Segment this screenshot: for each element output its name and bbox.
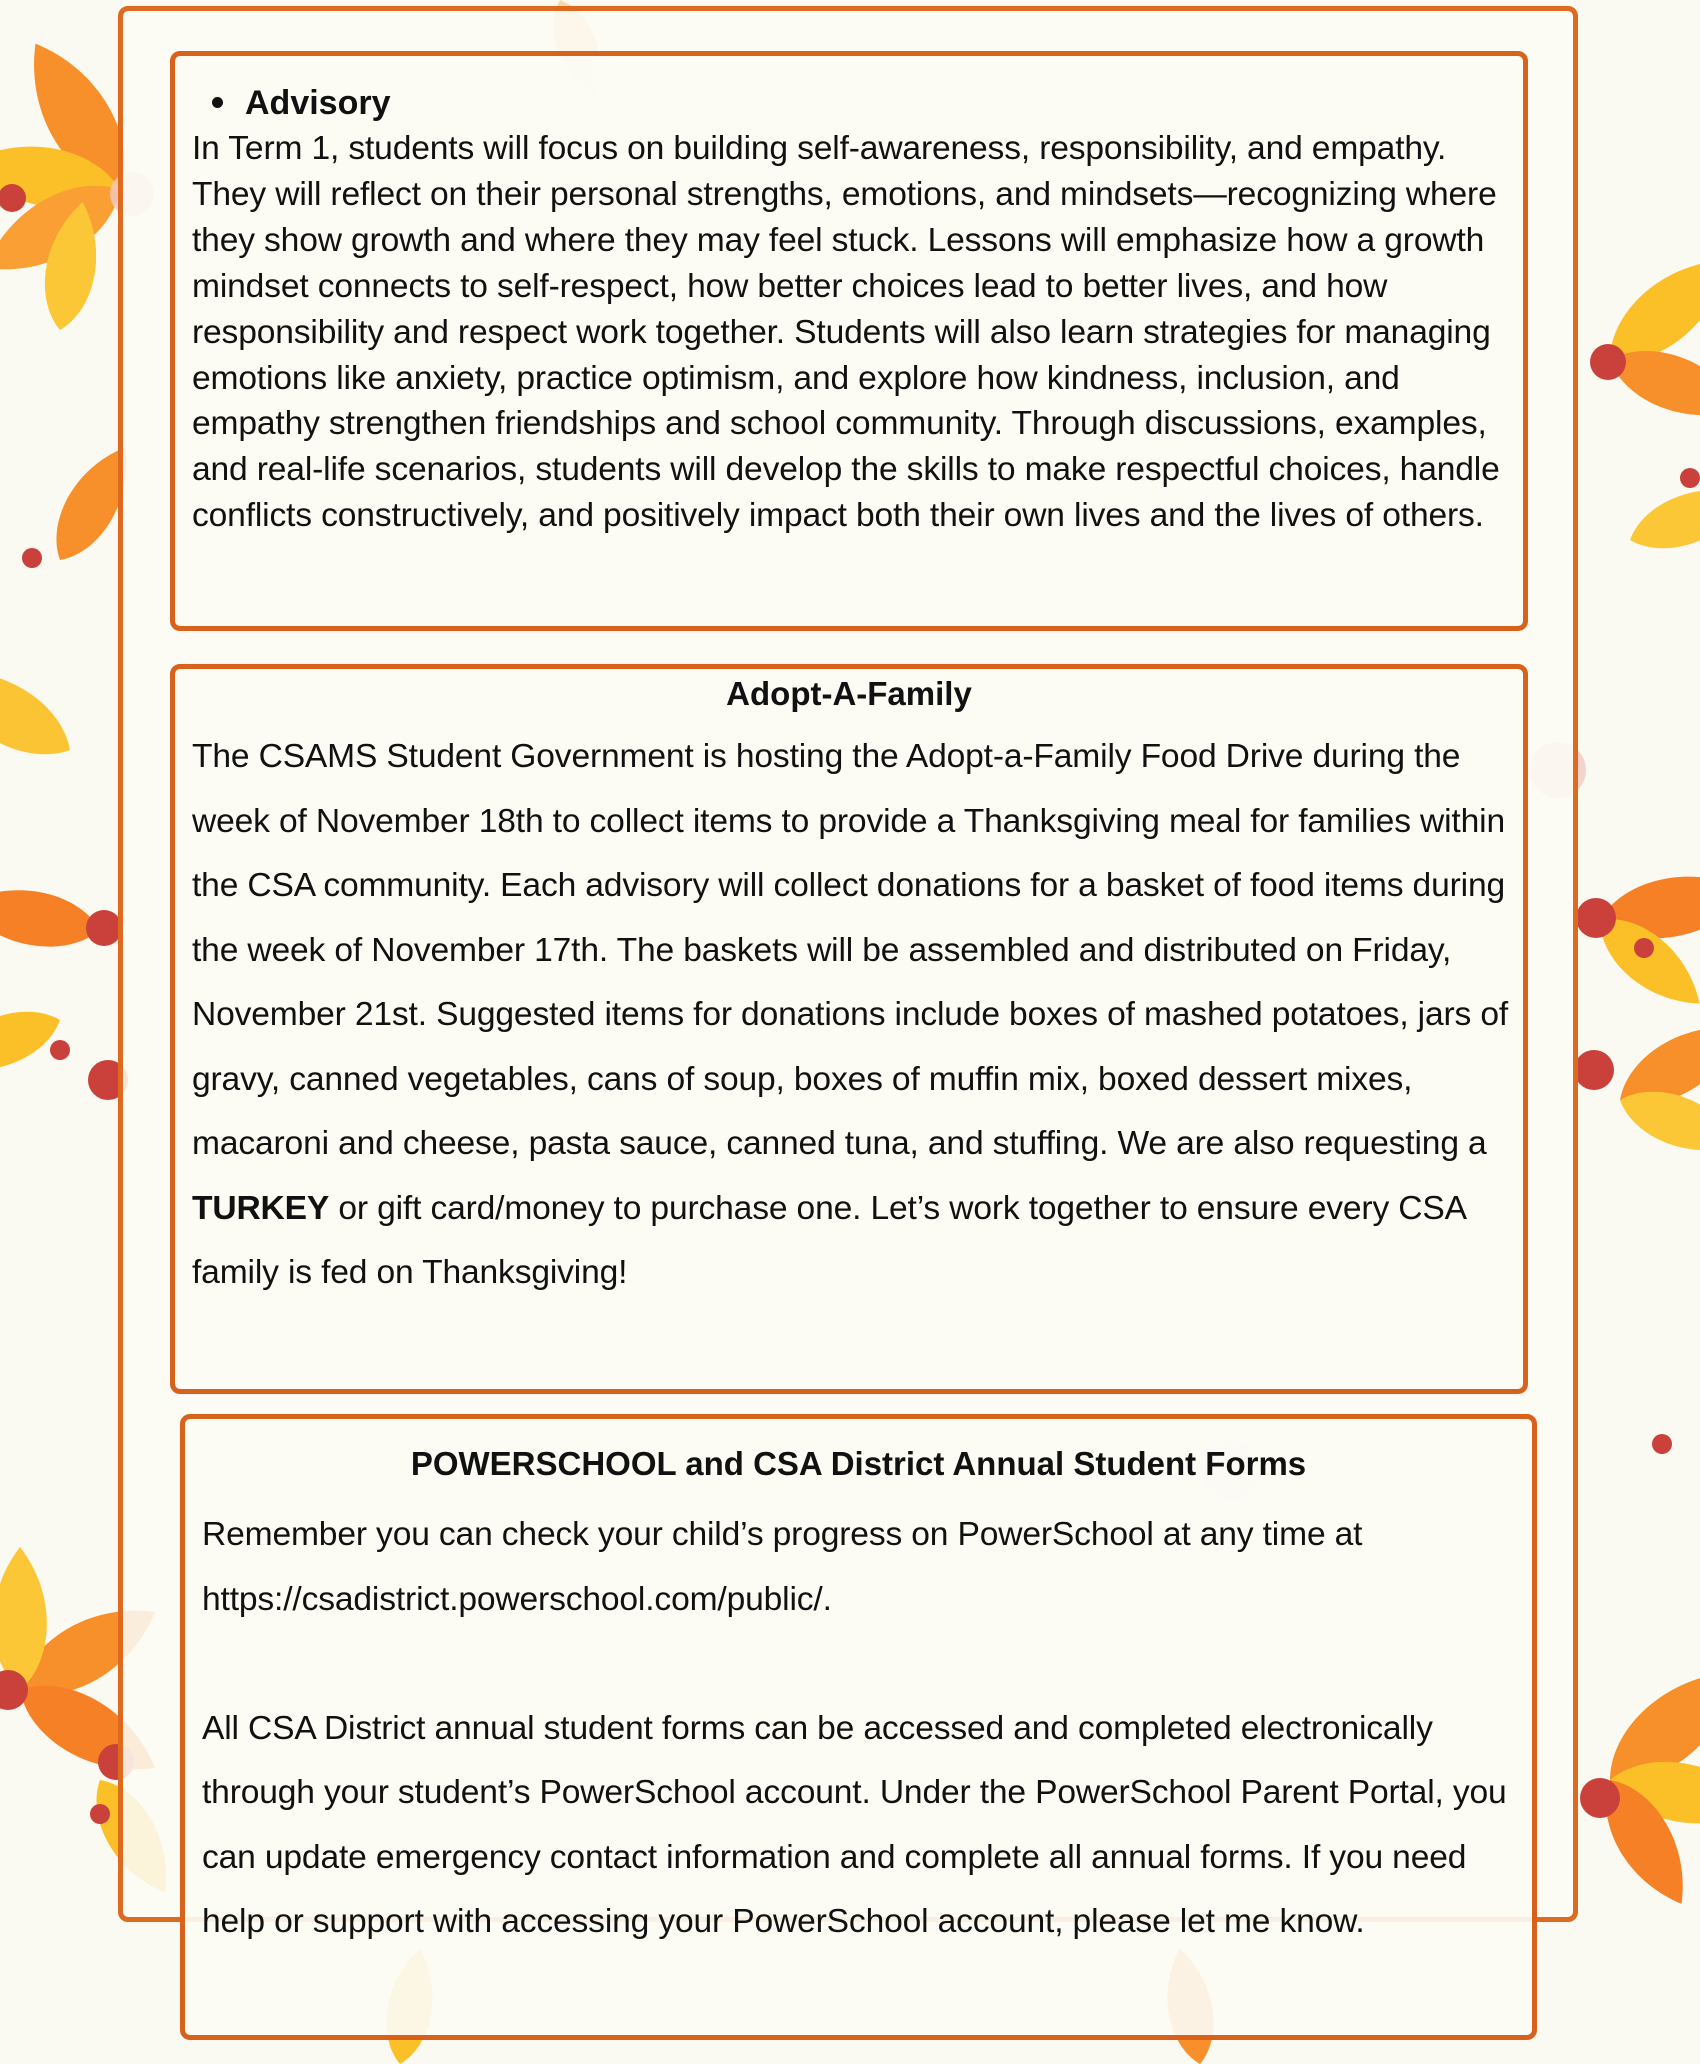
advisory-heading-text: Advisory	[245, 84, 391, 122]
powerschool-title: POWERSCHOOL and CSA District Annual Student Forms	[410, 1445, 1307, 1482]
turkey-emphasis: TURKEY	[192, 1189, 330, 1227]
advisory-section	[170, 51, 1528, 631]
powerschool-paragraph-1: Remember you can check your child’s progress on PowerSchool at any time at https://csadistrict.powerschool.com/public/.	[202, 1516, 1363, 1618]
powerschool-paragraph-2: All CSA District annual student forms can be accessed and completed electronically through your student’s PowerSchool account. Under the PowerSchool Parent Portal, you can update emergency contact information and complete all annual forms. If you need help or support with accessing your PowerSchool account, please let me know.	[202, 1709, 1507, 1940]
powerschool-section	[180, 1414, 1537, 2040]
adopt-a-family-section	[170, 664, 1528, 1394]
adopt-a-family-body	[192, 725, 1527, 1306]
powerschool-body	[202, 1503, 1522, 1955]
advisory-heading	[212, 80, 391, 126]
advisory-body: In Term 1, students will focus on building self-awareness, responsibility, and empathy. They will reflect on their personal strengths, emotions, and mindsets—recognizing where they show growth and where they may feel stuck. Lessons will emphasize how a growth mindset connects to self-respect, how better choices lead to better lives, and how responsibility and respect work together. Students will also learn strategies for managing emotions like anxiety, practice optimism, and explore how kindness, inclusion, and empathy strengthen friendships and school community. Through discussions, examples, and real-life scenarios, students will develop the skills to make respectful choices, handle conflicts constructively, and positively impact both their own lives and the lives of others.	[192, 130, 1500, 535]
adopt-body-part-1: The CSAMS Student Government is hosting the Adopt-a-Family Food Drive during the week of November 18th to collect items to provide a Thanksgiving meal for families within the CSA community. Each advisory will collect donations for a basket of food items during the week of November 17th. The baskets will be assembled and distributed on Friday, November 21st. Suggested items for donations include boxes of mashed potatoes, jars of gravy, canned vegetables, cans of soup, boxes of muffin mix, boxed dessert mixes, macaroni and cheese, pasta sauce, canned tuna, and stuffing. We are also requesting a	[192, 738, 1509, 1162]
adopt-a-family-title: Adopt-A-Family	[726, 675, 972, 712]
bullet-icon	[212, 97, 223, 108]
adopt-body-part-2: or gift card/money to purchase one. Let’s work together to ensure every CSA family is fed on Thanksgiving!	[192, 1189, 1466, 1291]
